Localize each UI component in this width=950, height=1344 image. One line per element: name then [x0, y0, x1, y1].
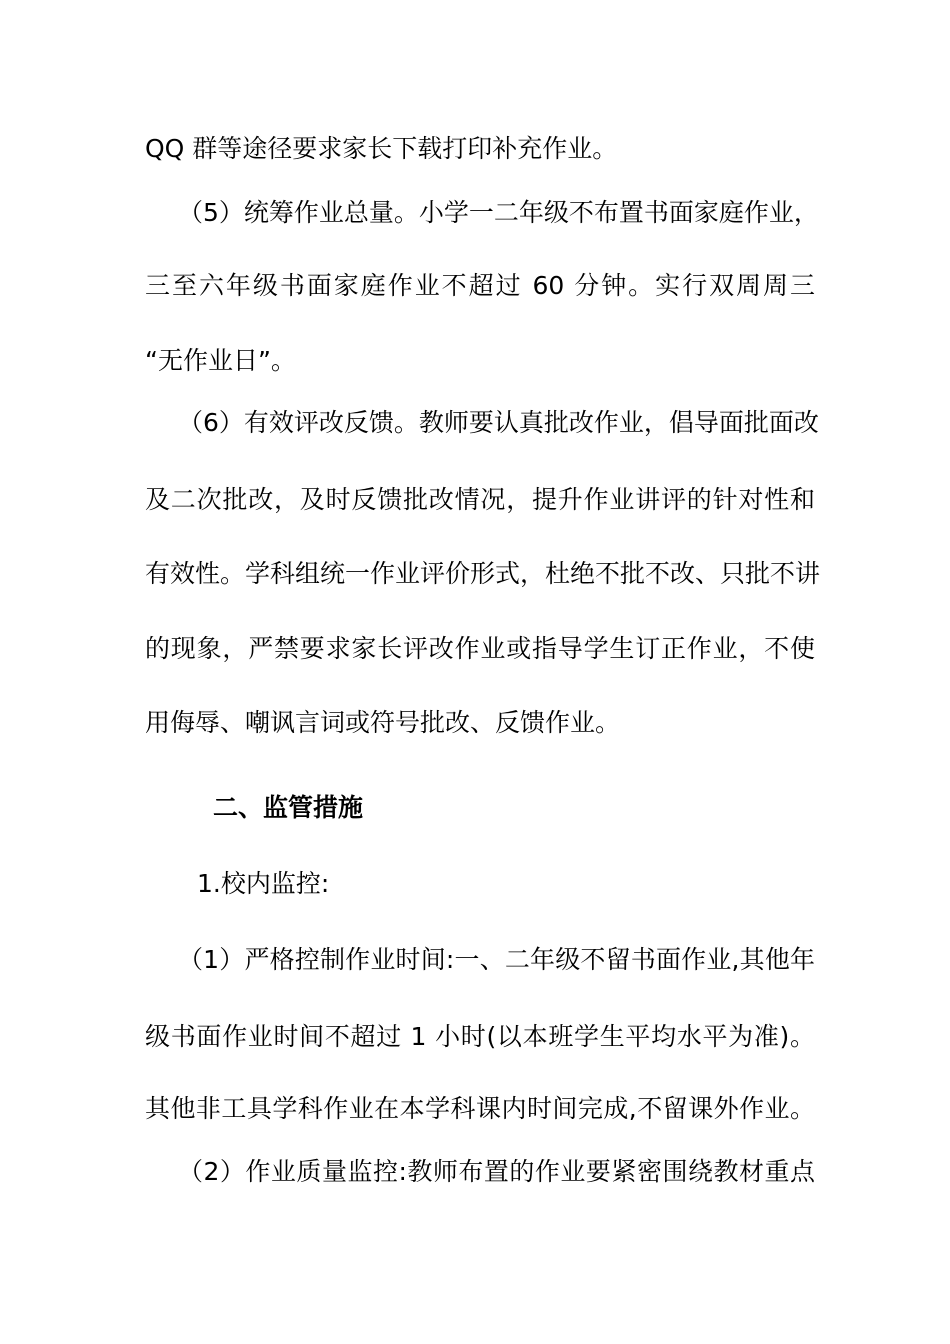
paragraph-line: （1）严格控制作业时间:一、二年级不留书面作业,其他年	[178, 945, 815, 974]
subsection-title: 1.校内监控:	[197, 869, 330, 898]
paragraph-line: 其他非工具学科作业在本学科课内时间完成,不留课外作业。	[145, 1094, 815, 1123]
section-heading: 二、监管措施	[213, 793, 364, 822]
paragraph-line: （6）有效评改反馈。教师要认真批改作业，倡导面批面改	[178, 408, 819, 437]
paragraph-line: 用侮辱、嘲讽言词或符号批改、反馈作业。	[145, 708, 621, 737]
paragraph-line: 的现象，严禁要求家长评改作业或指导学生订正作业，不使	[145, 634, 815, 663]
paragraph-line: 三至六年级书面家庭作业不超过 60 分钟。实行双周周三	[145, 271, 815, 300]
paragraph-line: 级书面作业时间不超过 1 小时(以本班学生平均水平为准)。	[145, 1022, 815, 1051]
paragraph-line: “无作业日”。	[145, 346, 296, 375]
paragraph-line: QQ 群等途径要求家长下载打印补充作业。	[145, 134, 618, 163]
paragraph-line: 及二次批改，及时反馈批改情况，提升作业讲评的针对性和	[145, 485, 815, 514]
paragraph-line: （5）统筹作业总量。小学一二年级不布置书面家庭作业，	[178, 198, 819, 227]
paragraph-line: （2）作业质量监控:教师布置的作业要紧密围绕教材重点	[178, 1157, 815, 1186]
paragraph-line: 有效性。学科组统一作业评价形式，杜绝不批不改、只批不讲	[145, 559, 821, 588]
